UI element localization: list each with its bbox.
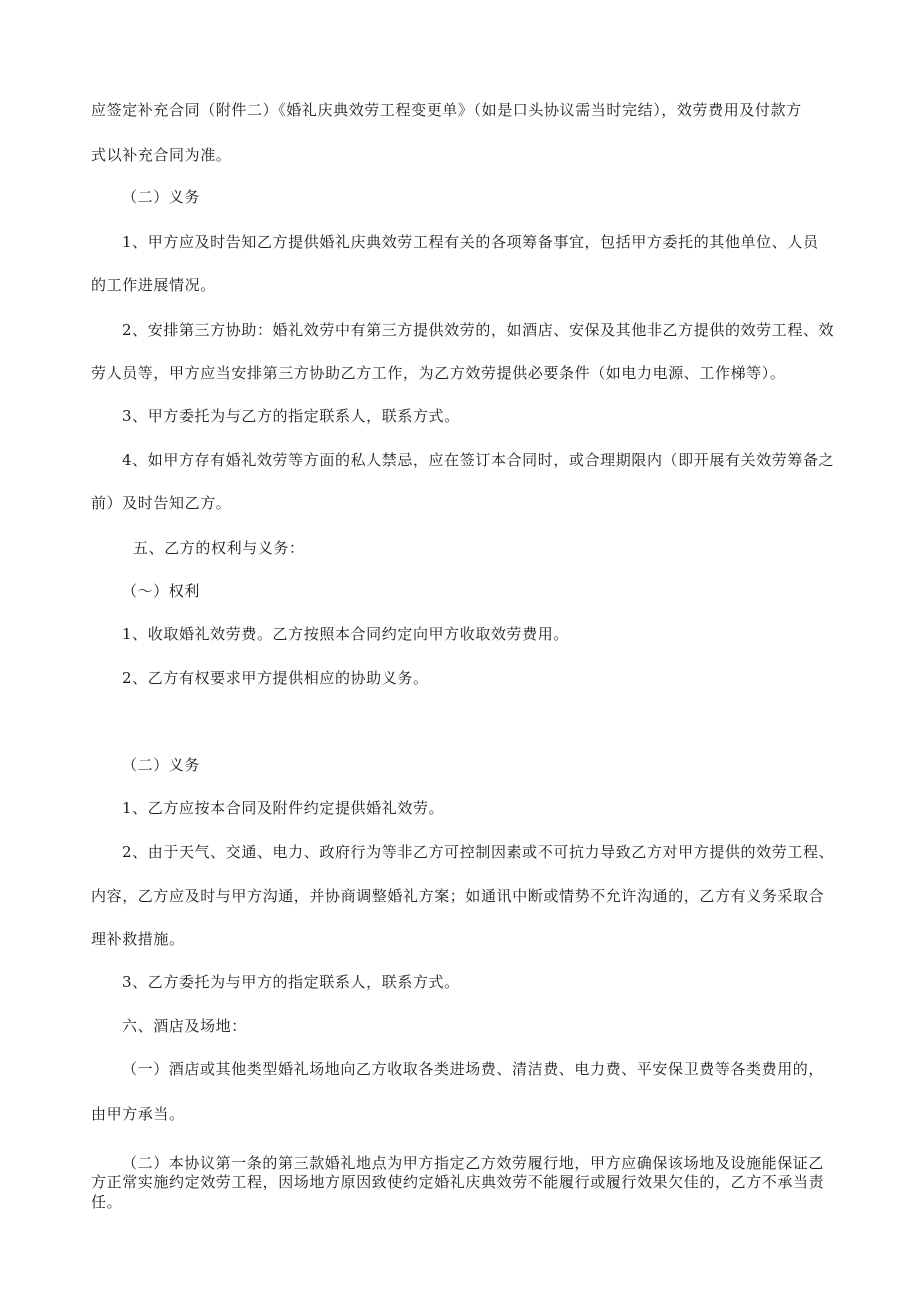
paragraph-line: 的工作进展情况。 [91,276,216,294]
paragraph-line: 3、甲方委托为与乙方的指定联系人，联系方式。 [122,407,460,425]
section-heading: （二）义务 [122,756,201,774]
paragraph-line: 式以补充合同为准。 [91,146,232,164]
paragraph-line: 1、乙方应按本合同及附件约定提供婚礼效劳。 [122,799,445,817]
paragraph-line: 3、乙方委托为与甲方的指定联系人，联系方式。 [122,973,460,991]
paragraph-line: 应签定补充合同（附件二）《婚礼庆典效劳工程变更单》（如是口头协议需当时完结），效劳费用及付款方 [91,101,802,119]
paragraph-line: 任。 [91,1193,123,1211]
paragraph-line: 理补救措施。 [91,930,185,948]
paragraph-line: 由甲方承当。 [91,1105,185,1123]
paragraph-line: 方正常实施约定效劳工程，因场地方原因致使约定婚礼庆典效劳不能履行或履行效果欠佳的，乙方不承当责 [91,1173,825,1191]
section-heading: （二）义务 [122,188,201,206]
section-heading: （〜）权利 [122,582,201,600]
paragraph-line: 前）及时告知乙方。 [91,494,232,512]
paragraph-line: 2、由于天气、交通、电力、政府行为等非乙方可控制因素或不可抗力导致乙方对甲方提供的效劳工程、 [122,843,835,861]
paragraph-line: 2、安排第三方协助：婚礼效劳中有第三方提供效劳的，如酒店、安保及其他非乙方提供的效劳工程、效 [122,321,835,339]
paragraph-line: 1、甲方应及时告知乙方提供婚礼庆典效劳工程有关的各项筹备事宜，包括甲方委托的其他单位、人员 [122,233,819,251]
paragraph-line: 4、如甲方存有婚礼效劳等方面的私人禁忌，应在签订本合同时，或合理期限内（即开展有关效劳筹备之 [122,451,835,469]
paragraph-line: （二）本协议第一条的第三款婚礼地点为甲方指定乙方效劳履行地，甲方应确保该场地及设施能保证乙 [122,1154,825,1172]
paragraph-line: 劳人员等，甲方应当安排第三方协助乙方工作，为乙方效劳提供必要条件（如电力电源、工作梯等）。 [91,364,786,382]
section-heading: 五、乙方的权利与义务： [133,539,305,557]
section-heading: 六、酒店及场地： [122,1017,247,1035]
paragraph-line: 2、乙方有权要求甲方提供相应的协助义务。 [122,669,429,687]
paragraph-line: 内容，乙方应及时与甲方沟通，并协商调整婚礼方案；如通讯中断或情势不允许沟通的，乙方有义务采取合 [91,887,825,905]
paragraph-line: （一）酒店或其他类型婚礼场地向乙方收取各类进场费、清洁费、电力费、平安保卫费等各类费用的， [122,1060,825,1078]
paragraph-line: 1、收取婚礼效劳费。乙方按照本合同约定向甲方收取效劳费用。 [122,625,569,643]
